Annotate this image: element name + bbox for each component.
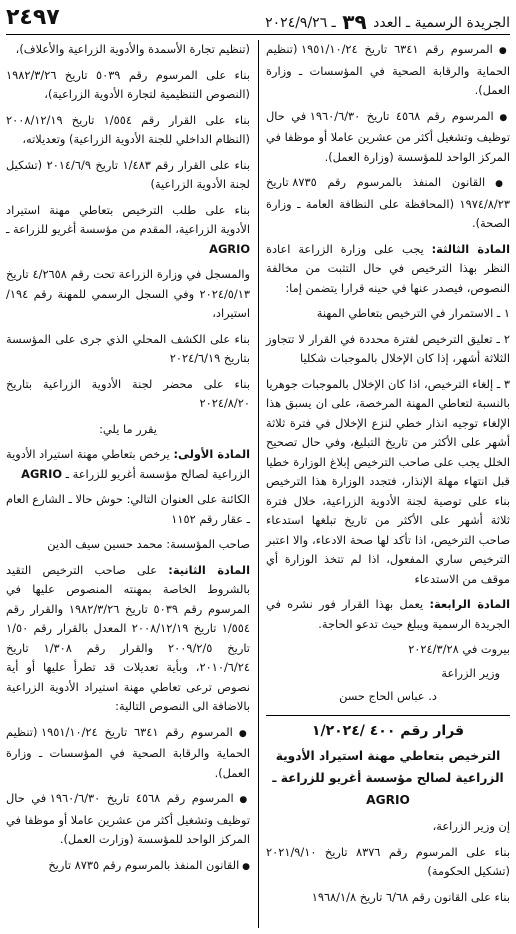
- basis-line: بناء على محضر لجنة الأدوية الزراعية بتاريخ ٢٠٢٤/٨/٢٠: [6, 376, 250, 410]
- decision-title-text: الترخيص بتعاطي مهنة استيراد الأدوية الزراعية لصالح مؤسسة أغريو للزراعة ـ: [272, 749, 504, 785]
- article-label: المادة الأولى:: [173, 447, 251, 461]
- company-owner: صاحب المؤسسة: محمد حسين سيف الدين: [47, 537, 250, 551]
- header-rule: [6, 34, 510, 35]
- gazette-name: الجريدة الرسمية ـ العدد: [373, 15, 510, 31]
- article-label: المادة الثالثة:: [431, 241, 510, 256]
- clause-bullet: ● المرسوم رقم ٦٣٤١ تاريخ ١٩٥١/١٠/٢٤ (تنظيم الحماية والرقابة الصحية في المؤسسات ـ وزارة العمل).: [6, 723, 250, 784]
- article-text: يرخص بتعاطي مهنة استيراد الأدوية الزراعية لصالح مؤسسة أغريو للزراعة ـ: [6, 447, 250, 481]
- minister-title: وزير الزراعة: [441, 665, 500, 680]
- basis-line: بناء على القرار رقم ١/٥٥٤ تاريخ ٢٠٠٨/١٢/١٩ (النظام الداخلي للجنة الأدوية الزراعية) وتعديلاته،: [6, 112, 251, 146]
- article-text: على صاحب الترخيص التقيد بالشروط الخاصة بمهنته المنصوص عليها في المرسوم رقم ٥٠٣٩ تاريخ ١٩٨٢/٣/٢٦ والقرار رقم ١/٥٥٤ تاريخ ٢٠٠٨/١٢/١٩ المعدل بالقرار رقم ١/٥٠ تاريخ ٢٠٠٩/٢/٥ والقرار رقم ١/٣٠٨ تاريخ ٢٠١٠/٦/٢٤، وبأية تعديلات قد تطرأ عليها أو أية نصوص ترعى تعاطي مهنة استيراد الأدوية الزراعية بالاضافة الى النصوص التالية:: [6, 562, 251, 713]
- minister-name: د. عباس الحاج حسن: [339, 689, 437, 703]
- gazette-title: [265, 10, 510, 34]
- option-2: ٢ ـ تعليق الترخيص لفترة محددة في القرار لا تتجاوز الثلاثة أشهر، إذا كان الإخلال بالموجبات شكليا: [266, 331, 510, 365]
- decision-title-latin: AGRIO: [366, 793, 410, 807]
- place-date: بيروت في ٢٠٢٤/٣/٢٨: [408, 642, 510, 656]
- intro-line: إن وزير الزراعة،: [432, 819, 510, 833]
- basis-line: بناء على القانون رقم ٦/٦٨ تاريخ ١٩٦٨/١/٨: [311, 889, 510, 904]
- clause-bullet: ● القانون المنفذ بالمرسوم رقم ٨٧٣٥ تاريخ ١٩٧٤/٨/٢٣ (المحافظة على النظافة العامة ـ وزارة الصحة).: [266, 173, 510, 234]
- right-column: [266, 40, 510, 913]
- issue-date: ـ ٢٠٢٤/٩/٢٦: [265, 15, 336, 31]
- company-latin: AGRIO: [209, 241, 250, 256]
- decision-separator: [266, 715, 510, 716]
- basis-line: [6, 201, 250, 260]
- article-1: [6, 445, 250, 484]
- basis-line: والمسجل في وزارة الزراعة تحت رقم ٤/٢٦٥٨ تاريخ ٢٠٢٤/٥/١٣ وفي السجل الرسمي للمهنة رقم ١٩٤/استيراد،: [6, 267, 250, 320]
- page-number: ٢٤٩٧: [6, 5, 60, 30]
- decides-heading: يقرر ما يلي:: [99, 421, 157, 436]
- left-column: [6, 40, 250, 883]
- clause-bullet: ● القانون المنفذ بالمرسوم رقم ٨٧٣٥ تاريخ: [6, 856, 250, 878]
- article-2: [6, 561, 250, 717]
- basis-line: بناء على المرسوم رقم ٨٣٧٦ تاريخ ٢٠٢١/٩/١٠ (تشكيل الحكومة): [266, 844, 510, 878]
- option-3: ٣ ـ إلغاء الترخيص، اذا كان الإخلال بالموجبات جوهريا بالنسبة لتعاطي المهنة المرخصة، على ان يسبق هذا الإلغاء توجيه انذار خطي لنزع الإخلال في فترة ثلاثة أشهر على الأكثر من تاريخ التبليغ، وفي حال تصحيح الخلل يجب على صاحب الترخيص إبلاغ الوزارة خطيا قبل انتهاء مهلة الإنذار، فتجدد الوزارة هذا الترخيص بناء على توصية لجنة الأدوية الزراعية، خلال فترة ثلاثة أشهر على الأكثر من تاريخ تبلغها استدعاء صاحب الترخيص، اذا تأكد لها صحة الادعاء، والا اعتبر الترخيص ساري المفعول، اذا لم تتخذ الوزارة أي موقف من الاستدعاء: [266, 376, 510, 586]
- company-address: الكائنة على العنوان التالي: حوش حالا ـ الشارع العام ـ عقار رقم ١١٥٢: [6, 492, 250, 526]
- basis-line: بناء على المرسوم رقم ٥٠٣٩ تاريخ ١٩٨٢/٣/٢٦ (النصوص التنظيمية لتجارة الأدوية الزراعية)،: [6, 67, 250, 101]
- clause-bullet: ● المرسوم رقم ٤٥٦٨ تاريخ ١٩٦٠/٦/٣٠ في حال توظيف وتشغيل أكثر من عشرين عاملا أو موظفا في المركز الواحد للمؤسسة (وزارة العمل).: [266, 107, 510, 168]
- page-header: [6, 4, 510, 32]
- article-label: المادة الرابعة:: [429, 597, 511, 611]
- basis-line: (تنظيم تجارة الأسمدة والأدوية الزراعية والأعلاف)،: [15, 42, 250, 56]
- decision-number: قرار رقم ٤٠٠ /١/٢٠٢٤: [311, 722, 465, 739]
- article-label: المادة الثانية:: [168, 562, 250, 577]
- decision-title: [266, 745, 510, 811]
- basis-line: بناء على القرار رقم ١/٤٨٣ تاريخ ٢٠١٤/٦/٩ (تشكيل لجنة الأدوية الزراعية): [6, 157, 250, 191]
- article-text: يجب على وزارة الزراعة اعادة النظر بهذا الترخيص في حال التثبت من مخالفة النصوص، فيصدر عنها في حينه قرارا يتضمن إما:: [266, 241, 510, 295]
- clause-bullet: ● المرسوم رقم ٤٥٦٨ تاريخ ١٩٦٠/٦/٣٠ في حال توظيف وتشغيل أكثر من عشرين عاملا أو موظفا في المركز الواحد للمؤسسة (وزارت العمل).: [6, 789, 250, 850]
- basis-text: بناء على طلب الترخيص بتعاطي مهنة استيراد الأدوية الزراعية، المقدم من مؤسسة أغريو للزراعة ـ: [6, 202, 250, 236]
- article-3: [266, 240, 510, 299]
- article-4: [266, 595, 510, 634]
- option-1: ١ ـ الاستمرار في الترخيص بتعاطي المهنة: [316, 306, 510, 320]
- basis-line: بناء على الكشف المحلي الذي جرى على المؤسسة بتاريخ ٢٠٢٤/٦/١٩: [6, 331, 250, 365]
- issue-number: ٣٩: [342, 10, 367, 34]
- column-divider: [258, 40, 259, 928]
- clause-bullet: ● المرسوم رقم ٦٣٤١ تاريخ ١٩٥١/١٠/٢٤ (تنظيم الحماية والرقابة الصحية في المؤسسات ـ وزارة العمل).: [266, 40, 510, 101]
- article-text: يعمل بهذا القرار فور نشره في الجريدة الرسمية ويبلغ حيث تدعو الحاجة.: [266, 597, 510, 631]
- company-latin: AGRIO: [21, 466, 62, 481]
